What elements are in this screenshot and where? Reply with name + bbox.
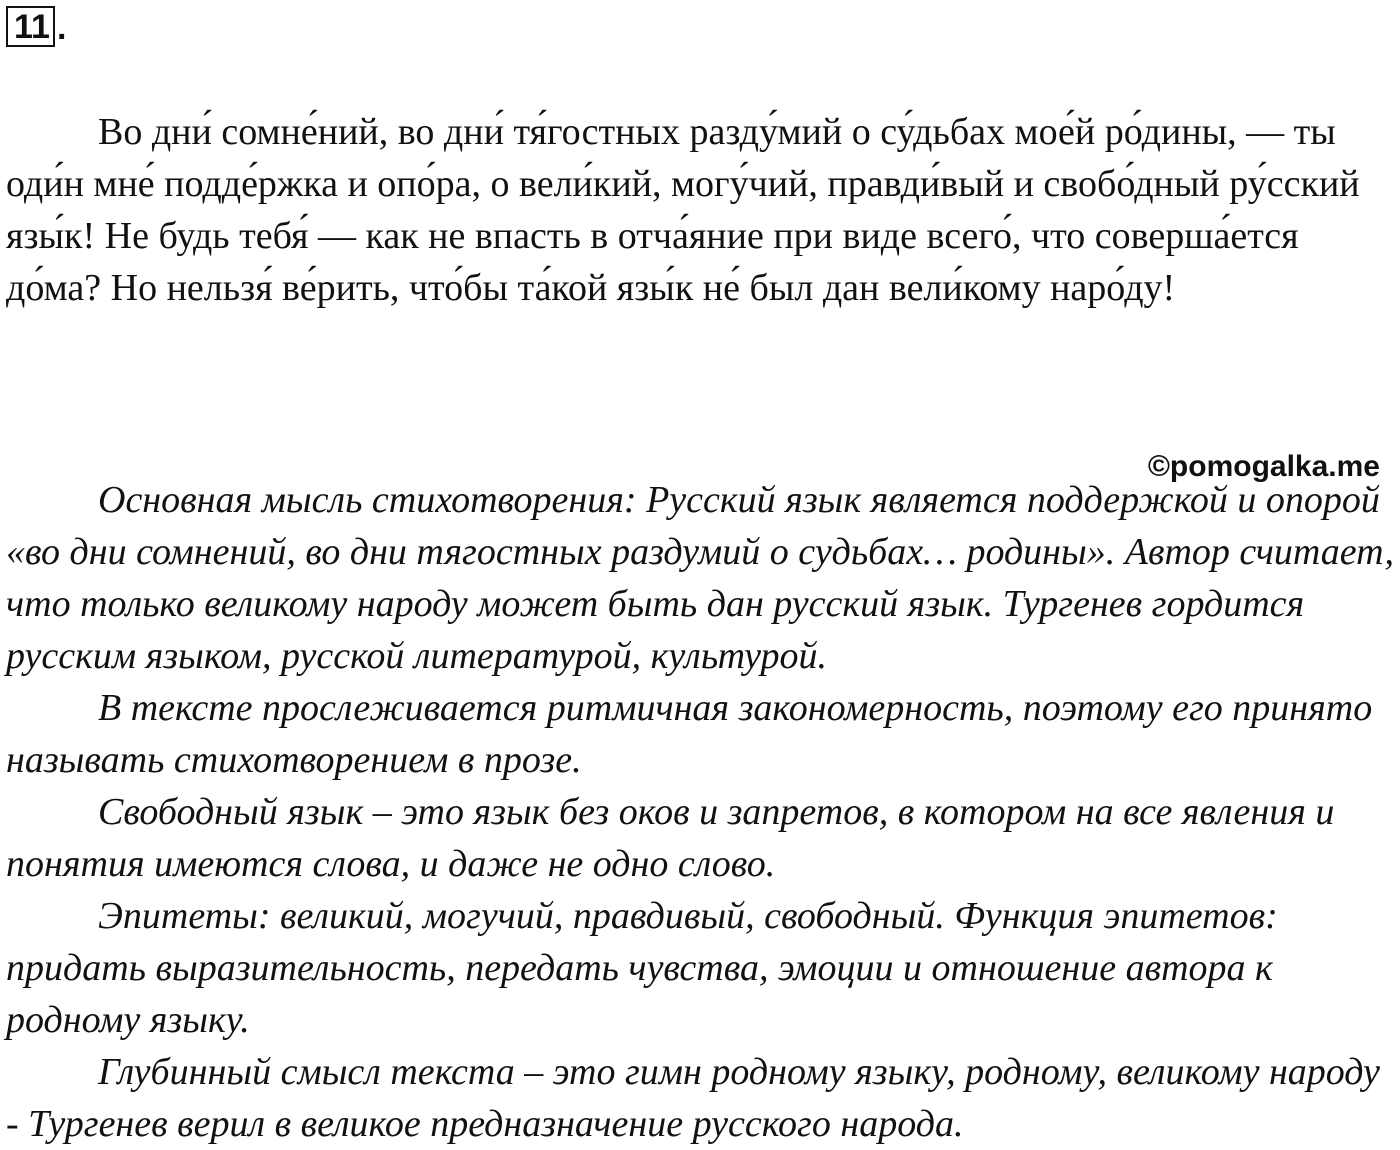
analysis-deep-meaning: Глубинный смысл текста – это гимн родному языку, родному, великому народу - Тургенев верил в великое предназначение русского народа. xyxy=(6,1051,1380,1145)
task-number-dot: . xyxy=(56,9,67,47)
analysis-epithets: Эпитеты: великий, могучий, правдивый, свободный. Функция эпитетов: придать выразительность, передать чувства, эмоции и отношение автора к родному языку. xyxy=(6,895,1278,1041)
watermark: ©pomogalka.me xyxy=(1147,450,1380,483)
analysis-free-language: Свободный язык – это язык без оков и запретов, в котором на все явления и понятия имеются слова, и даже не одно слово. xyxy=(6,791,1335,885)
task-number xyxy=(6,6,66,47)
task-number-box: 11 xyxy=(6,6,55,47)
analysis-rhythm: В тексте прослеживается ритмичная закономерность, поэтому его принято называть стихотворением в прозе. xyxy=(6,687,1373,781)
analysis-section xyxy=(6,474,1398,1150)
poem-text: Во дни́ сомне́ний, во дни́ тя́гостных разду́мий о су́дьбах мое́й ро́дины, — ты оди́н мне́ подде́ржка и опо́ра, о вели́кий, могу́чий, правди́вый и свобо́дный ру́сский язы́к! Не будь тебя́ — как не впасть в отча́яние при виде всего́, что соверша́ется до́ма? Но нельзя́ ве́рить, что́бы та́кой язы́к не́ был дан вели́кому наро́ду! xyxy=(6,111,1360,309)
analysis-main-idea: Основная мысль стихотворения: Русский язык является поддержкой и опорой «во дни сомнений, во дни тягостных раздумий о судьбах… родины». Автор считает, что только великому народу может быть дан русский язык. Тургенев гордится русским языком, русской литературой, культурой. xyxy=(6,479,1395,677)
